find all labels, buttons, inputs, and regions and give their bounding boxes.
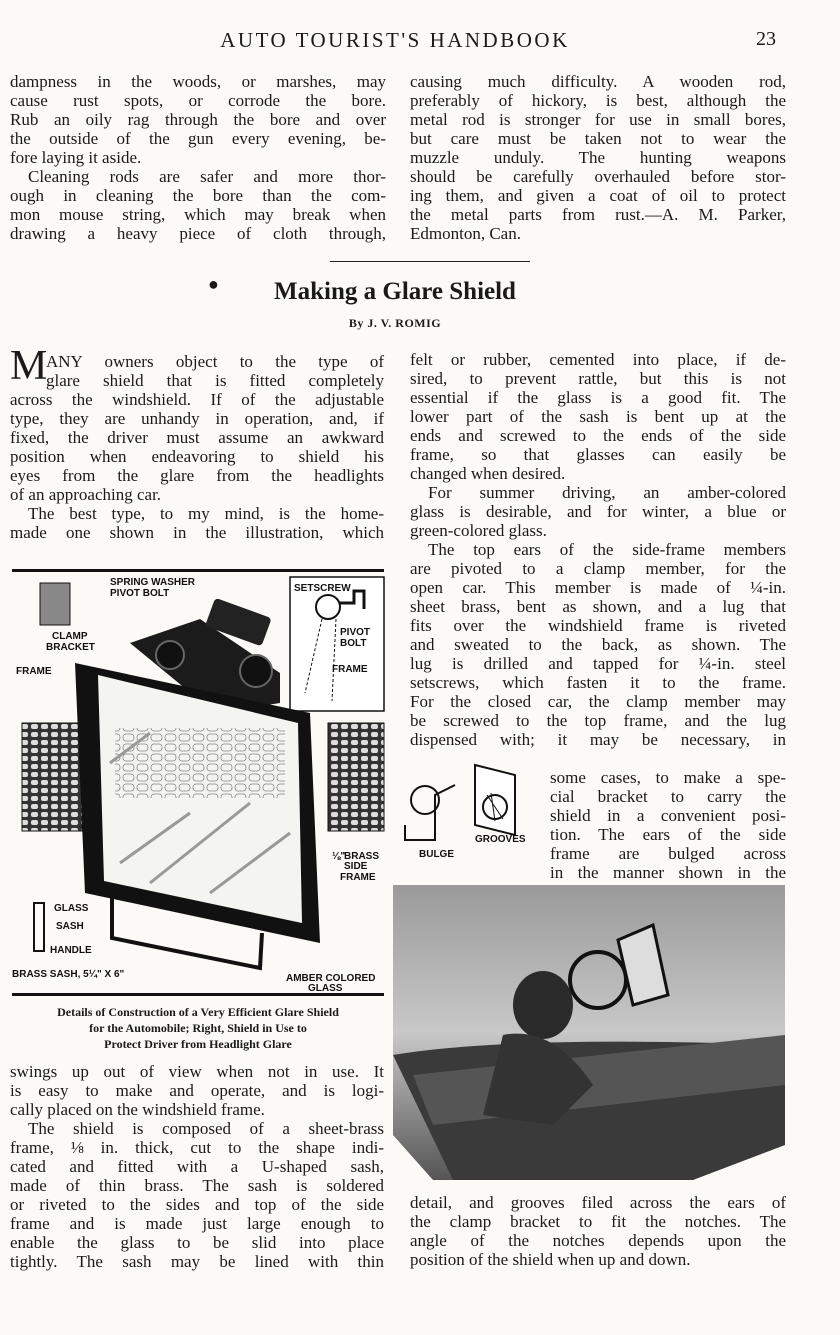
label-clamp: CLAMP (52, 631, 88, 642)
text-line: sired, to prevent rattle, but this is not (410, 369, 786, 388)
text-line: fits over the windshield frame is riveted (410, 616, 786, 635)
text-line: causing much difficulty. A wooden rod, (410, 72, 786, 91)
text-line: enable the glass to be slid into place (10, 1233, 384, 1252)
text-line: is easy to make and operate, and is logi- (10, 1081, 384, 1100)
shield-in-use-photo (393, 885, 785, 1180)
label-frame: FRAME (16, 666, 52, 677)
text-line: Edmonton, Can. (410, 224, 521, 243)
text-line: ANY owners object to the type of (46, 352, 384, 371)
running-header: AUTO TOURIST'S HANDBOOK (220, 28, 570, 52)
label-handle: HANDLE (50, 945, 92, 956)
bracket-detail-diagram (395, 755, 545, 865)
article-title: Making a Glare Shield (274, 278, 516, 305)
label-pivot: PIVOT (340, 627, 371, 638)
label-brass-sash: BRASS SASH, 5¼" X 6" (12, 969, 125, 980)
text-line: sheet brass, bent as shown, and a lug that (410, 597, 786, 616)
text-line: essential if the glass is a good fit. The (410, 388, 786, 407)
text-line: but care must be taken not to wear the (410, 129, 786, 148)
label-side: SIDE (344, 861, 368, 872)
setscrew-detail-box (290, 577, 384, 711)
text-line: muzzle unduly. The hunting weapons (410, 148, 786, 167)
text-line: felt or rubber, cemented into place, if de- (410, 350, 786, 369)
text-line: position when endeavoring to shield his (10, 447, 384, 466)
text-line: or riveted to the sides and top of the side (10, 1195, 384, 1214)
text-line: metal rod is stronger for use in small bores, (410, 110, 786, 129)
text-line: position of the shield when up and down. (410, 1250, 691, 1269)
stone-wall-right (328, 723, 384, 831)
text-line: green-colored glass. (410, 521, 547, 540)
text-line: angle of the notches depends upon the (410, 1231, 786, 1250)
text-line: open car. This member is made of ¼-in. (410, 578, 786, 597)
page-number: 23 (756, 28, 776, 50)
text-line: type, they are unhandy in operation, and, if (10, 409, 384, 428)
label-brass-fraction: ⅛" (332, 851, 346, 862)
top-right-column (410, 72, 786, 243)
text-line: The best type, to my mind, is the home- (28, 504, 384, 523)
label-grooves: GROOVES (475, 834, 526, 845)
text-line: made one shown in the illustration, which (10, 523, 384, 542)
label-brass: BRASS (344, 851, 380, 862)
text-line: drawing a heavy piece of cloth through, (10, 224, 386, 243)
text-line: frame and is made just large enough to (10, 1214, 384, 1233)
label-bulge: BULGE (419, 849, 454, 860)
label-setscrew: SETSCREW (294, 583, 351, 594)
text-line: cated and fitted with a U-shaped sash, (10, 1157, 384, 1176)
figure-caption (10, 1004, 386, 1052)
label-amber-colored: AMBER COLORED (286, 973, 376, 984)
text-line: For the closed car, the clamp member may (410, 692, 786, 711)
text-line: preferably of hickory, is best, although the (410, 91, 786, 110)
text-line: ing them, and given a coat of oil to protect (410, 186, 786, 205)
text-line: fixed, the driver must assume an awkward (10, 428, 384, 447)
text-line: glass is desirable, and for winter, a blue or (410, 502, 786, 521)
label-bolt: BOLT (340, 638, 367, 649)
text-line: The top ears of the side-frame members (428, 540, 786, 559)
text-line: frame, so that glasses can easily be (410, 445, 786, 464)
stone-wall-left (22, 723, 82, 831)
text-line: eyes from the glare from the headlights (10, 466, 384, 485)
text-line: cally placed on the windshield frame. (10, 1100, 265, 1119)
article-right-top (410, 350, 786, 749)
text-line: tightly. The sash may be lined with thin (10, 1252, 384, 1271)
text-line: frame are bulged across (550, 844, 786, 863)
article-byline: By J. V. ROMIG (348, 316, 442, 330)
text-line: Rub an oily rag through the bore and over (10, 110, 386, 129)
label-glass: GLASS (54, 903, 89, 914)
text-line: some cases, to make a spe- (550, 768, 786, 787)
text-line: cial bracket to carry the (550, 787, 786, 806)
text-line: made of thin brass. The sash is soldered (10, 1176, 384, 1195)
text-line: and sweated to the back, as shown. The (410, 635, 786, 654)
text-line: tion. The ears of the side (550, 825, 786, 844)
text-line: frame, ⅛ in. thick, cut to the shape indi- (10, 1138, 384, 1157)
text-line: dampness in the woods, or marshes, may (10, 72, 386, 91)
article-left-bottom (10, 1062, 384, 1271)
caption-line: Details of Construction of a Very Efficient Glare Shield (57, 1005, 339, 1019)
text-line: are pivoted to a clamp member, for the (410, 559, 786, 578)
top-left-column (10, 72, 386, 243)
text-line: glare shield that is fitted completely (46, 371, 384, 390)
text-line: lug is drilled and tapped for ¼-in. steel (410, 654, 786, 673)
text-line: shield in a convenient posi- (550, 806, 786, 825)
text-line: setscrews, which fasten it to the frame. (410, 673, 786, 692)
caption-line: Protect Driver from Headlight Glare (104, 1037, 292, 1051)
label-side-frame: FRAME (340, 872, 376, 883)
text-line: cause rust spots, or corrode the bore. (10, 91, 386, 110)
bullet-mark: ● (208, 274, 219, 294)
text-line: should be carefully overhauled before stor- (410, 167, 786, 186)
text-line: detail, and grooves filed across the ears of (410, 1193, 786, 1212)
label-pivot-bolt: PIVOT BOLT (110, 588, 170, 599)
text-line: the outside of the gun every evening, be- (10, 129, 386, 148)
article-right-indented (550, 768, 786, 882)
text-line: mon mouse string, which may break when (10, 205, 386, 224)
drop-cap: M (10, 343, 48, 389)
text-line: fore laying it aside. (10, 148, 142, 167)
text-line: in the manner shown in the (550, 863, 786, 882)
text-line: lower part of the sash is bent up at the (410, 407, 786, 426)
label-spring-washer: SPRING WASHER (110, 577, 196, 588)
label-frame-detail: FRAME (332, 664, 368, 675)
text-line: ends and screwed to the ends of the side (410, 426, 786, 445)
text-line: the metal parts from rust.—A. M. Parker, (410, 205, 786, 224)
section-divider (330, 261, 530, 262)
figure-top-rule (12, 569, 384, 572)
article-right-bottom (410, 1193, 786, 1269)
text-line: dispensed with; it may be necessary, in (410, 730, 786, 749)
text-line: changed when desired. (410, 464, 566, 483)
label-sash: SASH (56, 921, 84, 932)
glare-shield-diagram (10, 563, 388, 1003)
text-line: swings up out of view when not in use. It (10, 1062, 384, 1081)
text-line: of an approaching car. (10, 485, 162, 504)
text-line: across the windshield. If of the adjustable (10, 390, 384, 409)
article-left-top (10, 352, 384, 542)
text-line: Cleaning rods are safer and more thor- (28, 167, 386, 186)
caption-line: for the Automobile; Right, Shield in Use to (89, 1021, 307, 1035)
text-line: the clamp bracket to fit the notches. The (410, 1212, 786, 1231)
text-line: ough in cleaning the bore than the com- (10, 186, 386, 205)
text-line: be screwed to the top frame, and the lug (410, 711, 786, 730)
text-line: The shield is composed of a sheet-brass (28, 1119, 384, 1138)
label-amber-glass: GLASS (308, 983, 343, 994)
label-bracket: BRACKET (46, 642, 95, 653)
text-line: For summer driving, an amber-colored (428, 483, 786, 502)
